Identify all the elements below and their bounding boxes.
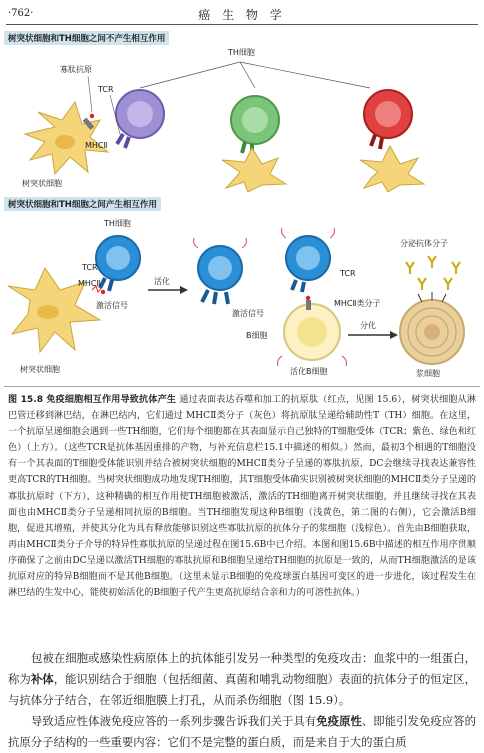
panel-a-illustration — [0, 42, 484, 192]
activation-arrowhead — [180, 286, 188, 294]
th3-tcr — [292, 280, 304, 292]
b-cell-mhc — [306, 300, 311, 310]
th-red-nucleus — [375, 101, 401, 127]
panel-a-title: 树突状细胞和TH细胞之间不产生相互作用 — [4, 31, 169, 45]
dendritic-cell-2 — [222, 148, 286, 192]
label-mhc2-molecule: MHCⅡ类分子 — [334, 299, 381, 308]
figure-caption — [8, 392, 476, 601]
antibody-y-5 — [444, 278, 452, 290]
antibody-y-4 — [418, 278, 426, 290]
running-title: 癌 生 物 学 — [198, 8, 286, 22]
panel-b-illustration — [0, 210, 484, 382]
antibody-y-3 — [452, 262, 460, 274]
term-complement: 补体 — [30, 672, 54, 686]
label-activation-signal-2: 激活信号 — [232, 309, 264, 318]
label-differentiation: 分化 — [360, 321, 376, 330]
peptide-red-dot — [90, 114, 94, 118]
label-b-dc: 树突状细胞 — [20, 365, 60, 374]
term-immunogenicity: 免疫原性 — [316, 714, 362, 728]
th-purple-nucleus — [127, 101, 153, 127]
label-secreted-ab: 分泌抗体分子 — [400, 239, 448, 248]
body-text — [8, 648, 476, 753]
b-dc-nucleus — [37, 305, 59, 319]
paragraph-1: 包被在细胞或感染性病原体上的抗体能引发另一种类型的免疫攻击：血浆中的一组蛋白，称为补体，能识别结合于细胞（包括细菌、真菌和哺乳动物细胞）表面的抗体分子的恒定区，与抗体分子结合，在邻近细胞膜上打孔，从而杀伤细胞（图 15.9）。 — [8, 651, 476, 707]
b-th-nucleus — [106, 246, 130, 270]
antibody-y-2 — [428, 256, 436, 268]
paragraph-2: 导致适应性体液免疫应答的一系列步骤告诉我们关于具有免疫原性、即能引发免疫应答的抗原分子结构的一些重要内容：它们不是完整的蛋白质，而是来自于大的蛋白质 — [8, 714, 476, 749]
label-peptide-antigen: 寡肽抗原 — [60, 65, 92, 74]
plasma-nucleus — [424, 324, 440, 340]
figure-label: 图 15.8 免疫细胞相互作用导致抗体产生 — [8, 395, 177, 405]
label-tcr: TCR — [98, 85, 114, 94]
label-plasma: 浆细胞 — [416, 369, 440, 378]
b-tcr — [100, 278, 112, 291]
header-rule — [6, 24, 478, 25]
th-cell-3-nucleus — [296, 246, 320, 270]
label-activation: 活化 — [154, 277, 170, 286]
th-connector-lines — [140, 62, 370, 88]
dendritic-cell-3 — [360, 146, 424, 192]
page-number: ·762· — [8, 8, 34, 19]
panel-b-title: 树突状细胞和TH细胞之间产生相互作用 — [4, 197, 161, 211]
label-dc: 树突状细胞 — [22, 179, 62, 188]
b-cell-nucleus — [297, 317, 327, 347]
label-b-th-cell: TH细胞 — [104, 219, 131, 228]
th-green-nucleus — [242, 107, 268, 133]
label-b-tcr: TCR — [82, 263, 98, 272]
label-mhc2: MHCⅡ — [85, 141, 108, 150]
label-activation-signal: 激活信号 — [96, 301, 128, 310]
page-header — [0, 0, 484, 26]
antibody-y-1 — [406, 262, 414, 274]
label-b-cell: B细胞 — [246, 331, 268, 340]
label-activated-b: 活化B细胞 — [290, 367, 328, 376]
activated-tcr — [202, 290, 228, 304]
activated-th-nucleus — [208, 256, 232, 280]
label-b-mhc2: MHCⅡ — [78, 279, 101, 288]
label-tcr-2: TCR — [340, 269, 356, 278]
dc-nucleus — [55, 135, 75, 149]
differentiation-arrowhead — [390, 331, 398, 339]
pointer-peptide — [88, 76, 92, 112]
label-th-cells: TH细胞 — [228, 48, 255, 57]
figure-separator — [4, 386, 480, 387]
caption-text: 通过表面表达吞噬和加工的抗原肽（红点，见图 15.6），树突状细胞从淋巴管迁移到淋巴结，在淋巴结内，它们通过 MHCⅡ类分子（灰色）将抗原肽呈递给辅助性T（TH）细胞。在这里，一个抗原呈递细胞会遇到一些TH细胞，它们每个细胞都在其表面显示自己独特的T细胞受体（TCR；紫色、绿色和红色）（上方）。（这些TCR是抗体基因重排的产物，与补充信息栏15.1中描述的相似。）然而，最初3个相遇的T细胞没有一个其表面的T细胞受体能识别并结合被树突状细胞的MHCⅡ类分子呈递的寡肽抗原，DC会继续寻找表达兼容性更高TCR的TH细胞。当树突状细胞成功地发现TH细胞，其T细胞受体确实识别被树突状细胞的MHCⅡ类分子呈递的寡肽抗原时（下方），这种精确的相互作用使TH细胞被激活，激活的TH细胞离开树突状细胞，并且继续寻找在其表面也由MHCⅡ类分子呈递相同抗原的B细胞。当TH细胞发现这种B细胞（浅黄色，第二图的右侧），它会激活B细胞，促进其增殖，并使其分化为具有释放能够识别这些寡肽抗原的抗体分子的浆细胞（浅棕色）。首先由B细胞获取，再由MHCⅡ类分子介导的特异性寡肽抗原的呈递过程在图15.6B中已介绍。本图和图15.6B中描述的相互作用序贯顺序确保了之前由DC呈递以激活TH细胞的寡肽抗原和B细胞呈递给TH细胞的抗原是一致的，从而TH细胞激活的是该抗原对应的特异B细胞而不是其他B细胞。（这里未显示B细胞的免疫球蛋白基因可变区的进一步进化，该过程发生在淋巴结的生发中心，能使初始活化的B细胞子代产生更高抗原结合亲和力的可溶性抗体。） — [8, 395, 476, 599]
tcr-purple — [117, 134, 129, 148]
b-cell-peptide — [306, 296, 310, 300]
b-peptide — [101, 290, 105, 294]
